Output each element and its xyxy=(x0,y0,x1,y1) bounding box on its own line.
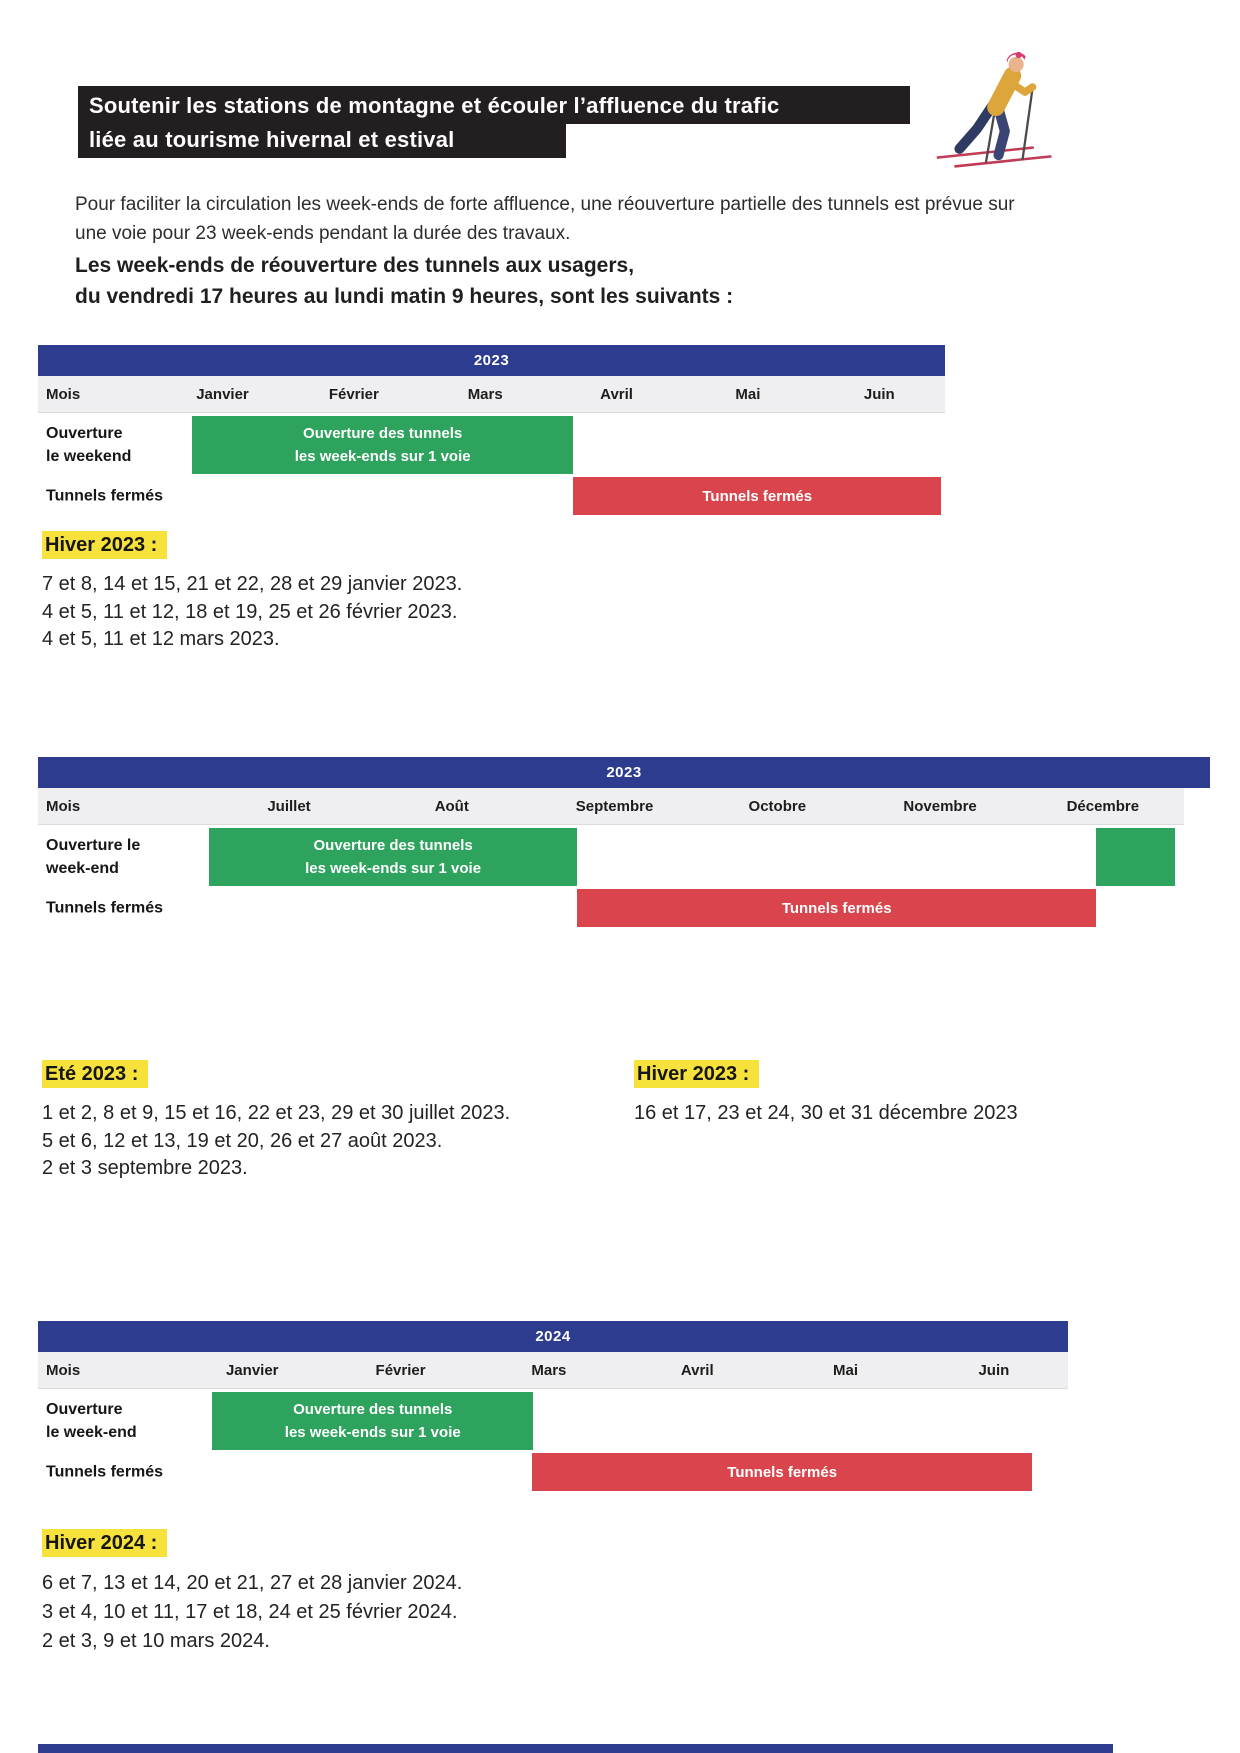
highlighted-title-text: Hiver 2023 : xyxy=(634,1060,759,1088)
gantt-row-label: Tunnels fermés xyxy=(46,1463,164,1481)
date-line: 16 et 17, 23 et 24, 30 et 31 décembre 2023 xyxy=(634,1102,1018,1124)
lead-heading-line1: Les week-ends de réouverture des tunnels aux usagers, xyxy=(75,254,635,277)
gantt-row-label: Ouverture le week-end xyxy=(46,1401,137,1441)
month-label: Septembre xyxy=(575,797,654,815)
date-lines xyxy=(634,1100,1018,1128)
month-label: Novembre xyxy=(903,797,977,815)
gantt-row xyxy=(38,1453,1068,1491)
month-label: Mars xyxy=(467,385,503,403)
month-labels xyxy=(208,798,1185,815)
date-line: 7 et 8, 14 et 15, 21 et 22, 28 et 29 janvier 2023. xyxy=(42,573,463,595)
gantt-row-label: Ouverture le week-end xyxy=(46,837,141,877)
gantt-row xyxy=(38,416,945,474)
section-hiver-2023 xyxy=(42,534,462,654)
date-lines xyxy=(42,1569,462,1656)
mois-label: Mois xyxy=(46,1361,81,1379)
date-line: 1 et 2, 8 et 9, 15 et 16, 22 et 23, 29 et 30 juillet 2023. xyxy=(42,1102,511,1124)
month-label: Janvier xyxy=(225,1361,279,1379)
title-banner xyxy=(78,86,910,158)
month-label: Juin xyxy=(978,1361,1010,1379)
gantt-bar-open: Ouverture des tunnels les week-ends sur 1 voie xyxy=(192,416,573,474)
month-label: Mai xyxy=(833,1361,859,1379)
section-title xyxy=(42,1063,510,1086)
highlighted-title-text: Hiver 2024 : xyxy=(42,1529,167,1557)
date-line: 2 et 3, 9 et 10 mars 2024. xyxy=(42,1630,270,1652)
date-line: 3 et 4, 10 et 11, 17 et 18, 24 et 25 février 2024. xyxy=(42,1601,458,1623)
section-hiver-2023-decembre xyxy=(634,1063,1018,1128)
gantt-row xyxy=(38,828,1210,886)
gantt-chart-2024-first-half xyxy=(38,1321,1068,1491)
month-label: Juin xyxy=(863,385,895,403)
section-title xyxy=(634,1063,1018,1086)
month-label: Mai xyxy=(735,385,761,403)
month-label: Février xyxy=(375,1361,426,1379)
month-label: Février xyxy=(328,385,379,403)
lead-heading-line2: du vendredi 17 heures au lundi matin 9 heures, sont les suivants : xyxy=(75,285,734,308)
gantt-bar-closed: Tunnels fermés xyxy=(532,1453,1032,1491)
gantt-row-label: Tunnels fermés xyxy=(46,899,164,917)
gantt-row-label: Ouverture le weekend xyxy=(46,425,132,465)
month-labels xyxy=(157,386,945,403)
month-label: Décembre xyxy=(1066,797,1140,815)
month-label: Octobre xyxy=(748,797,807,815)
gantt-bar-closed: Tunnels fermés xyxy=(577,889,1096,927)
date-line: 2 et 3 septembre 2023. xyxy=(42,1157,248,1179)
gantt-chart-2023-first-half xyxy=(38,345,945,515)
gantt-bar-open: Ouverture des tunnels les week-ends sur 1 voie xyxy=(212,1392,533,1450)
gantt-bar-open xyxy=(1096,828,1175,886)
cross-country-skier-icon xyxy=(932,48,1060,174)
gantt-row xyxy=(38,889,1210,927)
highlighted-title-text: Eté 2023 : xyxy=(42,1060,148,1088)
mois-label: Mois xyxy=(46,385,81,403)
month-label: Avril xyxy=(600,385,633,403)
banner-title-line1: Soutenir les stations de montagne et écouler l’affluence du trafic xyxy=(78,86,910,124)
section-hiver-2024 xyxy=(42,1532,462,1656)
gantt-row xyxy=(38,477,945,515)
month-header-row xyxy=(38,1352,1068,1389)
section-title xyxy=(42,1532,462,1555)
month-labels xyxy=(178,1362,1068,1379)
chart-year-header: 2023 xyxy=(38,345,945,376)
month-label: Juillet xyxy=(267,797,311,815)
date-lines xyxy=(42,1100,510,1183)
intro-paragraph: Pour faciliter la circulation les week-ends de forte affluence, une réouverture partielle des tunnels est prévue sur une voie pour 23 week-ends pendant la durée des travaux. xyxy=(75,194,1015,244)
gantt-row-label: Tunnels fermés xyxy=(46,487,164,505)
month-label: Janvier xyxy=(196,385,249,403)
date-lines xyxy=(42,571,462,654)
section-title xyxy=(42,534,462,557)
date-line: 5 et 6, 12 et 13, 19 et 20, 26 et 27 août 2023. xyxy=(42,1129,443,1152)
month-header-row xyxy=(38,788,1184,825)
month-label: Août xyxy=(434,797,469,815)
gantt-bar-closed: Tunnels fermés xyxy=(573,477,941,515)
mois-label: Mois xyxy=(46,797,81,815)
month-label: Avril xyxy=(680,1361,714,1379)
next-chart-header-cutoff xyxy=(38,1744,1113,1753)
chart-year-header: 2024 xyxy=(38,1321,1068,1352)
highlighted-title-text: Hiver 2023 : xyxy=(42,531,167,559)
banner-title-line2: liée au tourisme hivernal et estival xyxy=(78,124,566,158)
date-line: 4 et 5, 11 et 12, 18 et 19, 25 et 26 février 2023. xyxy=(42,600,458,623)
month-label: Mars xyxy=(531,1361,567,1379)
gantt-chart-2023-second-half xyxy=(38,757,1210,927)
gantt-bar-open: Ouverture des tunnels les week-ends sur 1 voie xyxy=(209,828,577,886)
lead-heading xyxy=(75,250,733,312)
section-ete-2023 xyxy=(42,1063,510,1183)
gantt-row xyxy=(38,1392,1068,1450)
date-line: 4 et 5, 11 et 12 mars 2023. xyxy=(42,628,280,650)
chart-year-header: 2023 xyxy=(38,757,1210,788)
date-line: 6 et 7, 13 et 14, 20 et 21, 27 et 28 janvier 2024. xyxy=(42,1572,463,1594)
month-header-row xyxy=(38,376,945,413)
